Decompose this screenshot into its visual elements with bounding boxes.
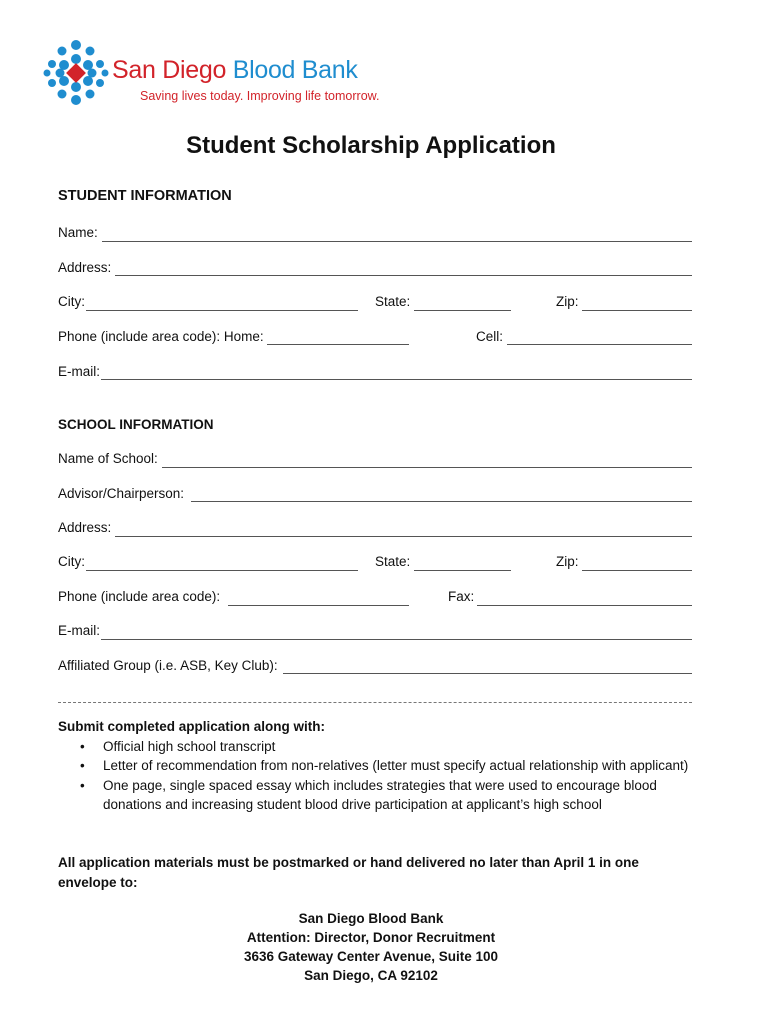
bullet-icon: • [80,738,85,754]
requirement-text: Letter of recommendation from non-relatives (letter must specify actual relationship with applicant) [103,758,689,773]
school-advisor-label: Advisor/Chairperson: [58,486,185,501]
bullet-icon: • [80,777,85,793]
student-email-label: E-mail: [58,364,101,379]
brand-name [112,56,358,85]
brand-tagline: Saving lives today. Improving life tomorrow. [140,89,380,103]
school-section-heading: SCHOOL INFORMATION [58,417,214,432]
requirement-text: Official high school transcript [103,738,276,754]
student-state-label: State: [375,294,411,309]
school-fax-label: Fax: [448,589,475,604]
student-zip-field[interactable] [582,310,692,311]
school-fax-field[interactable] [477,605,692,606]
school-city-label: City: [58,554,85,569]
student-address-label: Address: [58,260,112,275]
student-email-field[interactable] [101,379,692,380]
student-home-phone-label: Phone (include area code): Home: [58,329,264,344]
brand-name-part2: Blood Bank [232,56,358,84]
affiliated-group-field[interactable] [283,673,692,674]
student-name-label: Name: [58,225,98,240]
student-cell-field[interactable] [507,344,692,345]
school-name-field[interactable] [162,467,692,468]
student-zip-label: Zip: [556,294,579,309]
school-address-field[interactable] [115,536,692,537]
school-name-label: Name of School: [58,451,158,466]
school-phone-field[interactable] [228,605,409,606]
school-address-label: Address: [58,520,112,535]
student-name-field[interactable] [102,241,692,242]
section-divider [58,702,692,703]
requirement-item [58,737,698,757]
brand-name-part1: San Diego [112,56,227,84]
school-state-field[interactable] [414,570,511,571]
school-phone-label: Phone (include area code): [58,589,221,604]
mailing-address [0,909,742,985]
requirement-text: One page, single spaced essay which includes strategies that were used to encourage blood donations and increasing student blood drive participation at applicant’s high school [103,777,657,812]
student-home-phone-field[interactable] [267,344,409,345]
school-city-field[interactable] [86,570,358,571]
school-zip-label: Zip: [556,554,579,569]
instructions-heading: Submit completed application along with: [58,719,326,734]
school-email-label: E-mail: [58,623,101,638]
bullet-icon: • [80,758,85,773]
requirement-item [58,776,698,815]
student-state-field[interactable] [414,310,511,311]
mailing-line-1: San Diego Blood Bank [298,911,444,926]
student-city-label: City: [58,294,85,309]
mailing-line-4: San Diego, CA 92102 [304,968,438,983]
requirement-item [58,756,698,776]
school-email-field[interactable] [101,639,692,640]
student-address-field[interactable] [115,275,692,276]
page-title: Student Scholarship Application [186,132,556,159]
instructions [58,717,698,815]
school-state-label: State: [375,554,411,569]
mailing-line-3: 3636 Gateway Center Avenue, Suite 100 [243,949,499,964]
student-cell-label: Cell: [476,329,504,344]
affiliated-group-label: Affiliated Group (i.e. ASB, Key Club): [58,658,278,673]
school-zip-field[interactable] [582,570,692,571]
school-advisor-field[interactable] [191,501,692,502]
student-section-heading: STUDENT INFORMATION [58,188,232,204]
deadline-notice: All application materials must be postmarked or hand delivered no later than April 1 in one envelope to: [58,855,639,890]
student-city-field[interactable] [86,310,358,311]
mailing-line-2: Attention: Director, Donor Recruitment [246,930,496,945]
